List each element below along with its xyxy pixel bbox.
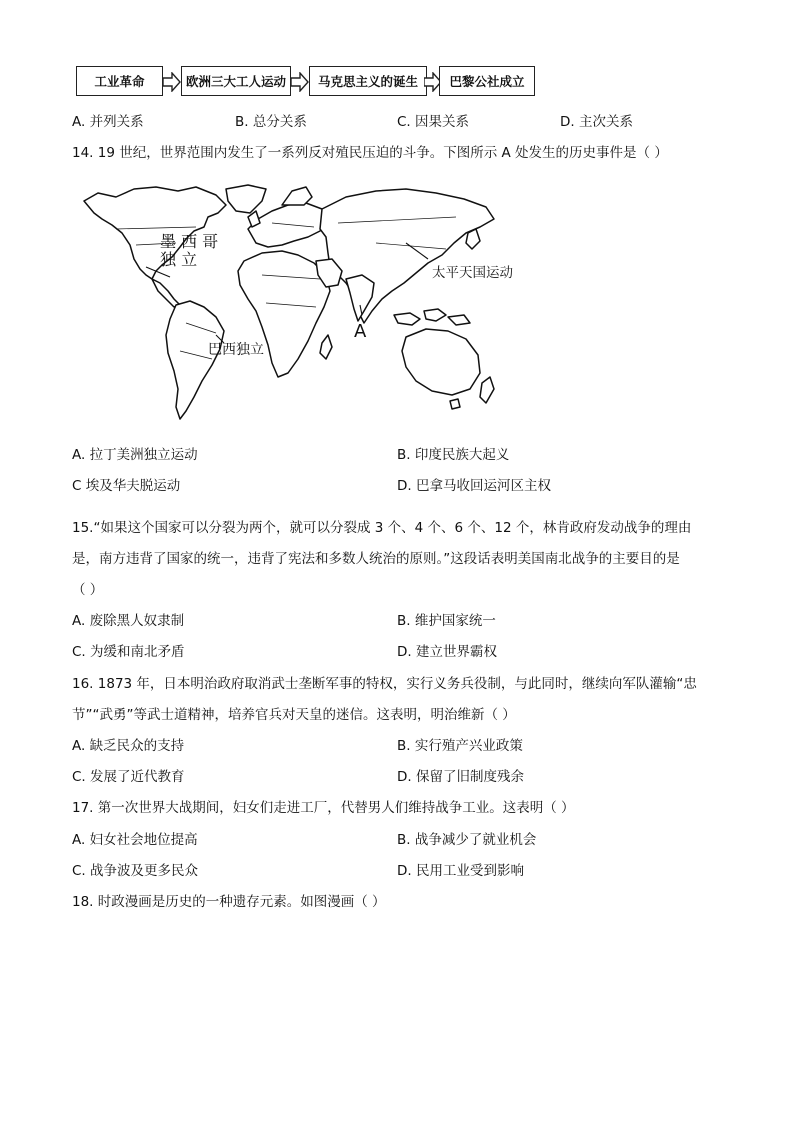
q16-option-b[interactable]: B. 实行殖产兴业政策 — [397, 738, 523, 754]
q15-option-b[interactable]: B. 维护国家统一 — [397, 613, 496, 629]
flow-box-marxism-birth: 马克思主义的诞生 — [309, 66, 427, 96]
world-map — [76, 183, 513, 425]
q15-stem-line1: 15.“如果这个国家可以分裂为两个，就可以分裂成 3 个、4 个、6 个、12 个，林肯政府发动战争的理由 — [72, 520, 692, 536]
q17-stem: 17. 第一次世界大战期间，妇女们走进工厂，代替男人们维持战争工业。这表明（ ） — [72, 800, 575, 816]
q14-option-b[interactable]: B. 印度民族大起义 — [397, 447, 510, 463]
q16-stem-line1: 16. 1873 年，日本明治政府取消武士垄断军事的特权，实行义务兵役制，与此同时，继续向军队灌输“忠 — [72, 676, 697, 692]
q13-option-d[interactable]: D. 主次关系 — [560, 114, 633, 130]
map-label-taiping: 太平天国运动 — [432, 265, 513, 281]
q15-stem-line2: 是，南方违背了国家的统一，违背了宪法和多数人统治的原则。”这段话表明美国南北战争的主要目的是 — [72, 551, 680, 567]
q13-option-c[interactable]: C. 因果关系 — [397, 114, 470, 130]
world-map-outline — [76, 183, 498, 425]
q17-option-b[interactable]: B. 战争减少了就业机会 — [397, 832, 537, 848]
q16-stem-line2: 节”“武勇”等武士道精神，培养官兵对天皇的迷信。这表明，明治维新（ ） — [72, 707, 516, 723]
q17-option-c[interactable]: C. 战争波及更多民众 — [72, 863, 199, 879]
map-label-mexico: 墨 西 哥 — [160, 232, 219, 251]
q13-option-b[interactable]: B. 总分关系 — [235, 114, 307, 130]
q16-option-a[interactable]: A. 缺乏民众的支持 — [72, 738, 185, 754]
q17-option-d[interactable]: D. 民用工业受到影响 — [397, 863, 524, 879]
flow-box-paris-commune: 巴黎公社成立 — [439, 66, 535, 96]
q14-stem: 14. 19 世纪，世界范围内发生了一系列反对殖民压迫的斗争。下图所示 A 处发生的历史事件是（ ） — [72, 145, 668, 161]
q17-option-a[interactable]: A. 妇女社会地位提高 — [72, 832, 198, 848]
q14-option-d[interactable]: D. 巴拿马收回运河区主权 — [397, 478, 551, 494]
arrow-right-icon — [163, 72, 181, 92]
q16-option-d[interactable]: D. 保留了旧制度残余 — [397, 769, 524, 785]
map-label-mexico-independence: 独 立 — [160, 250, 198, 269]
q15-option-d[interactable]: D. 建立世界霸权 — [397, 644, 497, 660]
q15-option-a[interactable]: A. 废除黑人奴隶制 — [72, 613, 185, 629]
q16-option-c[interactable]: C. 发展了近代教育 — [72, 769, 185, 785]
q14-option-c[interactable]: C 埃及华夫脱运动 — [72, 478, 181, 494]
q14-option-a[interactable]: A. 拉丁美洲独立运动 — [72, 447, 198, 463]
flow-box-industrial-revolution: 工业革命 — [76, 66, 163, 96]
q15-answer-bracket: （ ） — [72, 582, 104, 598]
q15-option-c[interactable]: C. 为缓和南北矛盾 — [72, 644, 185, 660]
map-label-brazil: 巴西独立 — [208, 342, 264, 358]
map-label-a: A — [354, 321, 367, 342]
flow-box-workers-movements: 欧洲三大工人运动 — [181, 66, 291, 96]
arrow-right-icon — [291, 72, 309, 92]
q13-option-a[interactable]: A. 并列关系 — [72, 114, 144, 130]
q18-stem: 18. 时政漫画是历史的一种遗存元素。如图漫画（ ） — [72, 894, 386, 910]
